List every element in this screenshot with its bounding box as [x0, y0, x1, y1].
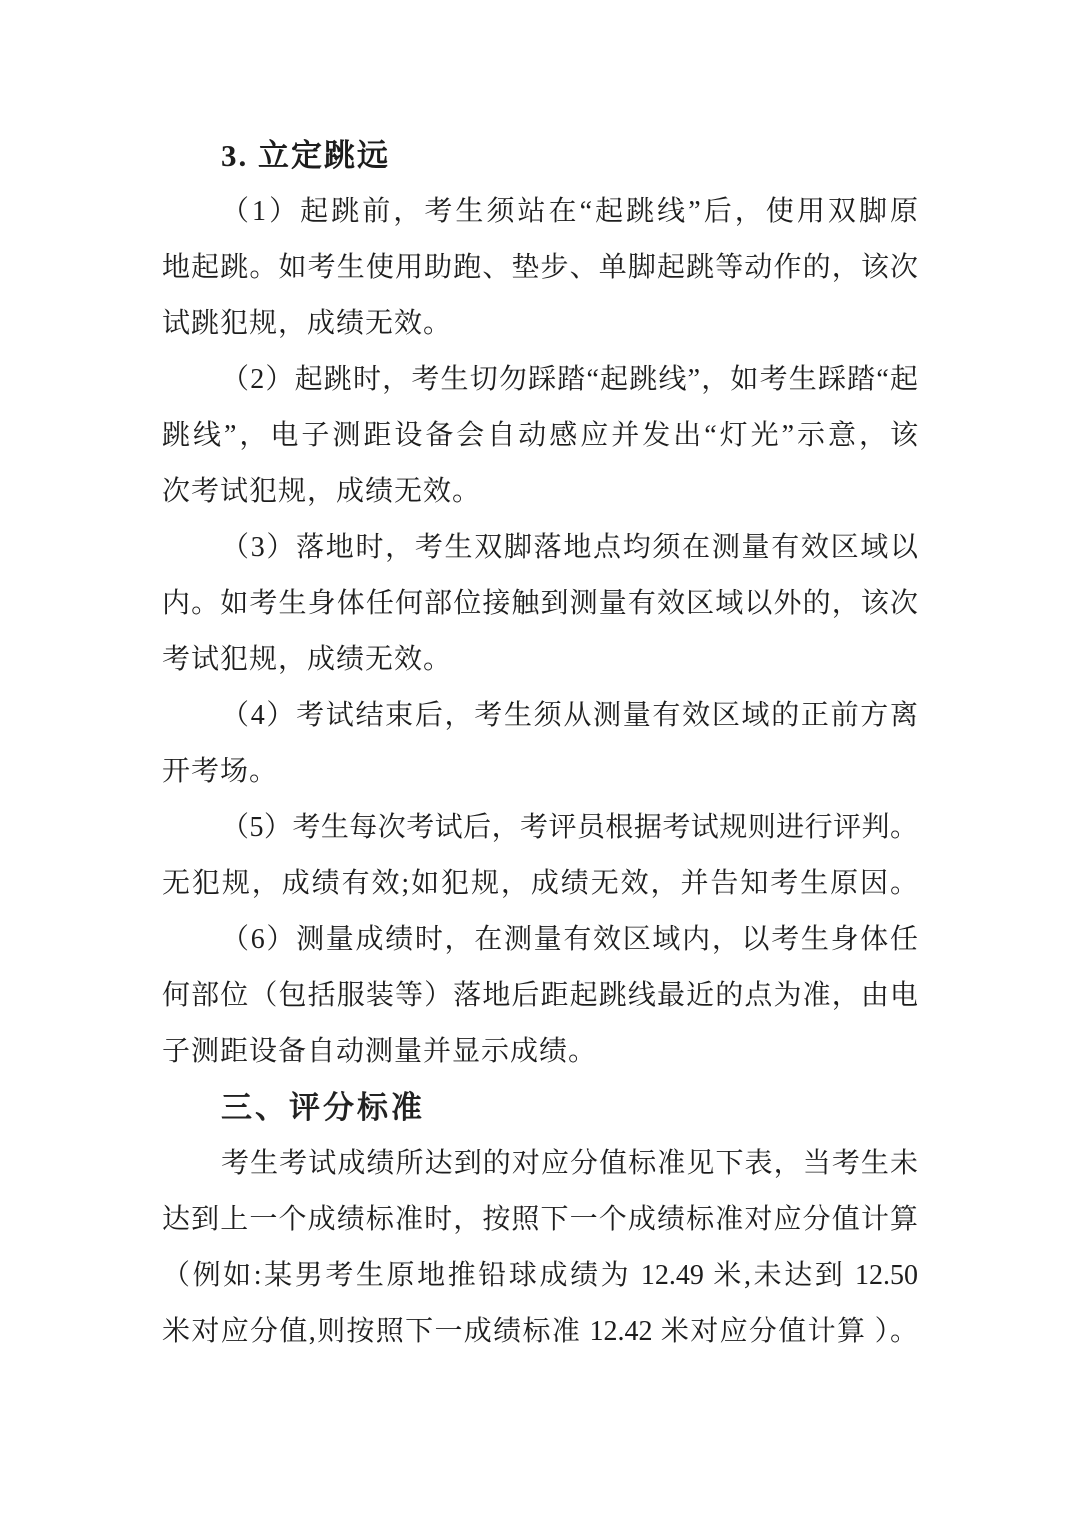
text-line: （4）考试结束后，考生须从测量有效区域的正前方离 [221, 700, 918, 731]
text-line: （1）起跳前，考生须站在“起跳线”后，使用双脚原 [221, 196, 918, 227]
text-line: 无犯规，成绩有效;如犯规，成绩无效，并告知考生原因。 [162, 868, 918, 899]
text-line: 3. 立定跳远 [221, 138, 390, 173]
section-heading [162, 128, 918, 184]
text-line: （6）测量成绩时，在测量有效区域内，以考生身体任 [221, 924, 918, 955]
text-line: 考生考试成绩所达到的对应分值标准见下表，当考生未 [221, 1148, 918, 1179]
text-line: 内。如考生身体任何部位接触到测量有效区域以外的，该次 [162, 588, 918, 619]
subsection-heading [162, 1080, 918, 1136]
scoring-intro [162, 1136, 918, 1360]
text-line: 何部位（包括服装等）落地后距起跳线最近的点为准，由电 [162, 980, 918, 1011]
text-line: 米对应分值,则按照下一成绩标准 12.42 米对应分值计算 ）。 [162, 1316, 918, 1347]
rule-2 [162, 352, 918, 520]
text-line: 试跳犯规，成绩无效。 [162, 308, 453, 339]
text-line: 开考场。 [162, 756, 279, 787]
rule-5 [162, 800, 918, 912]
text-line: 达到上一个成绩标准时，按照下一个成绩标准对应分值计算 [162, 1204, 918, 1235]
text-line: 跳线”，电子测距设备会自动感应并发出“灯光”示意，该 [162, 420, 918, 451]
text-line: 地起跳。如考生使用助跑、垫步、单脚起跳等动作的，该次 [162, 252, 918, 283]
text-line: （例如:某男考生原地推铅球成绩为 12.49 米,未达到 12.50 [162, 1260, 918, 1291]
rule-6 [162, 912, 918, 1080]
text-line: 次考试犯规，成绩无效。 [162, 476, 482, 507]
rule-3 [162, 520, 918, 688]
text-line: （3）落地时，考生双脚落地点均须在测量有效区域以 [221, 532, 918, 563]
text-line: （5）考生每次考试后，考评员根据考试规则进行评判。 [221, 812, 918, 843]
text-line: 子测距设备自动测量并显示成绩。 [162, 1036, 598, 1067]
text-line: 考试犯规，成绩无效。 [162, 644, 453, 675]
text-line: 三、评分标准 [221, 1090, 425, 1125]
rule-1 [162, 184, 918, 352]
rule-4 [162, 688, 918, 800]
document-content [162, 128, 918, 1360]
text-line: （2）起跳时，考生切勿踩踏“起跳线”，如考生踩踏“起 [221, 364, 918, 395]
